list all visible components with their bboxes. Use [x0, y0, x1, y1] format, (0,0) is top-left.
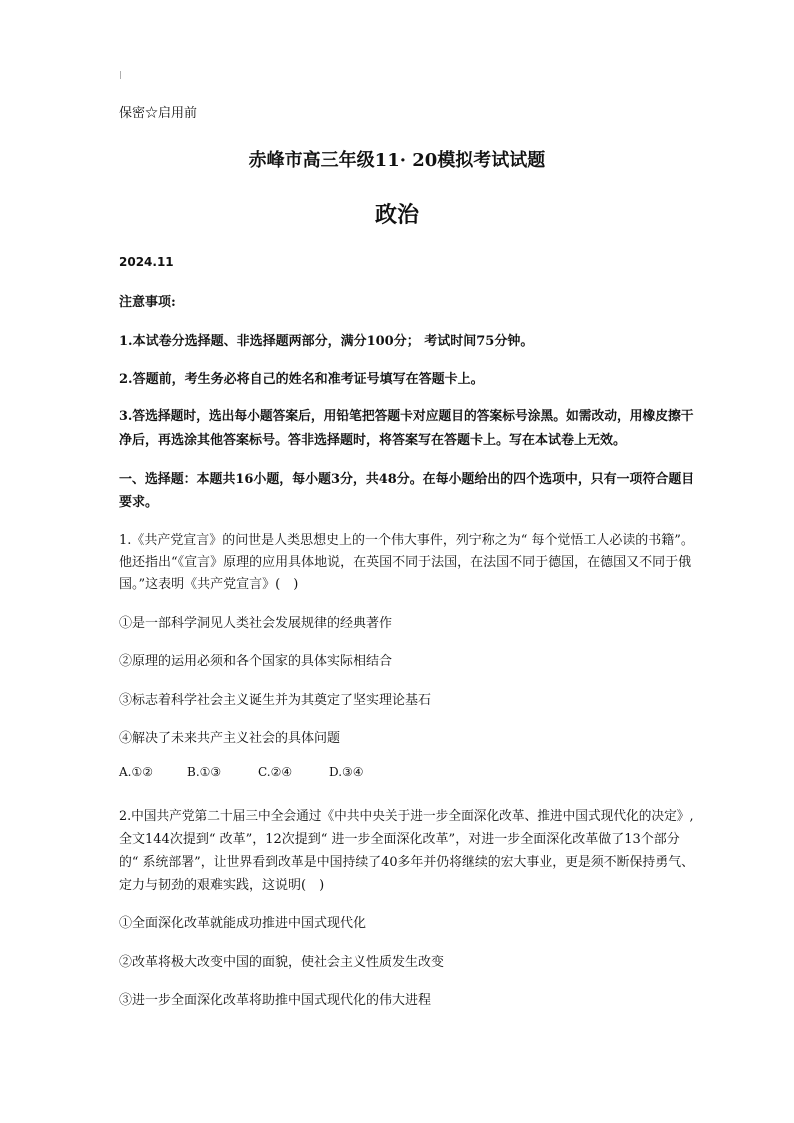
corner-mark: |: [119, 70, 122, 79]
section-heading-line-1: 一、选择题：本题共16小题，每小题3分，共48分。在每小题给出的四个选项中，只有一项符合题目: [119, 472, 695, 487]
notice-heading: 注意事项:: [119, 295, 176, 310]
question-1-line-3: 国。”这表明《共产党宣言》( ): [119, 577, 299, 592]
question-2-statement-3: ③进一步全面深化改革将助推中国式现代化的伟大进程: [119, 993, 432, 1008]
question-2-statement-1: ①全面深化改革就能成功推进中国式现代化: [119, 916, 367, 931]
question-1-statement-4: ④解决了未来共产主义社会的具体问题: [119, 731, 341, 746]
question-2-line-4: 定力与韧劲的艰难实践，这说明( ): [119, 878, 325, 893]
question-1-line-2: 他还指出“《宣言》原理的应用具体地说，在英国不同于法国，在法国不同于德国，在德国又不同于俄: [119, 555, 692, 570]
question-2-line-2: 全文144次提到“ 改革”，12次提到“ 进一步全面深化改革”，对进一步全面深化改革做了13个部分: [119, 832, 680, 847]
question-1-statement-1: ①是一部科学洞见人类社会发展规律的经典著作: [119, 616, 393, 631]
question-2-line-3: 的“ 系统部署”，让世界看到改革是中国持续了40多年并仍将继续的宏大事业，更是须不断保持勇气、: [119, 855, 694, 870]
notice-item-3-line-2: 净后，再选涂其他答案标号。答非选择题时，将答案写在答题卡上。写在本试卷上无效。: [119, 433, 627, 448]
notice-item-1: 1.本试卷分选择题、非选择题两部分，满分100分； 考试时间75分钟。: [119, 334, 534, 349]
option-c: C.②④: [258, 765, 293, 779]
question-2-statement-2: ②改革将极大改变中国的面貌，使社会主义性质发生改变: [119, 955, 445, 970]
question-1-line-1: 1.《共产党宣言》的问世是人类思想史上的一个伟大事件，列宁称之为“ 每个觉悟工人必读的书籍”。: [119, 533, 694, 548]
option-d: D.③④: [329, 765, 364, 779]
question-2-line-1: 2.中国共产党第二十届三中全会通过《中共中央关于进一步全面深化改革、推进中国式现代化的决定》,: [119, 809, 694, 824]
notice-item-3-line-1: 3.答选择题时，选出每小题答案后，用铅笔把答题卡对应题目的答案标号涂黑。如需改动，用橡皮擦干: [119, 409, 694, 424]
subject-title: 政治: [374, 202, 419, 228]
section-heading-line-2: 要求。: [119, 495, 159, 510]
question-1-options: [119, 765, 364, 779]
exam-title: 赤峰市高三年级11· 20模拟考试试题: [248, 150, 546, 171]
option-b: B.①③: [187, 765, 222, 779]
question-1-statement-2: ②原理的运用必须和各个国家的具体实际相结合: [119, 654, 393, 669]
exam-date: 2024.11: [119, 255, 174, 269]
question-1-statement-3: ③标志着科学社会主义诞生并为其奠定了坚实理论基石: [119, 693, 432, 708]
option-a: A.①②: [119, 765, 153, 779]
confidential-label: 保密☆启用前: [119, 106, 198, 121]
notice-item-2: 2.答题前，考生务必将自己的姓名和准考证号填写在答题卡上。: [119, 372, 484, 387]
